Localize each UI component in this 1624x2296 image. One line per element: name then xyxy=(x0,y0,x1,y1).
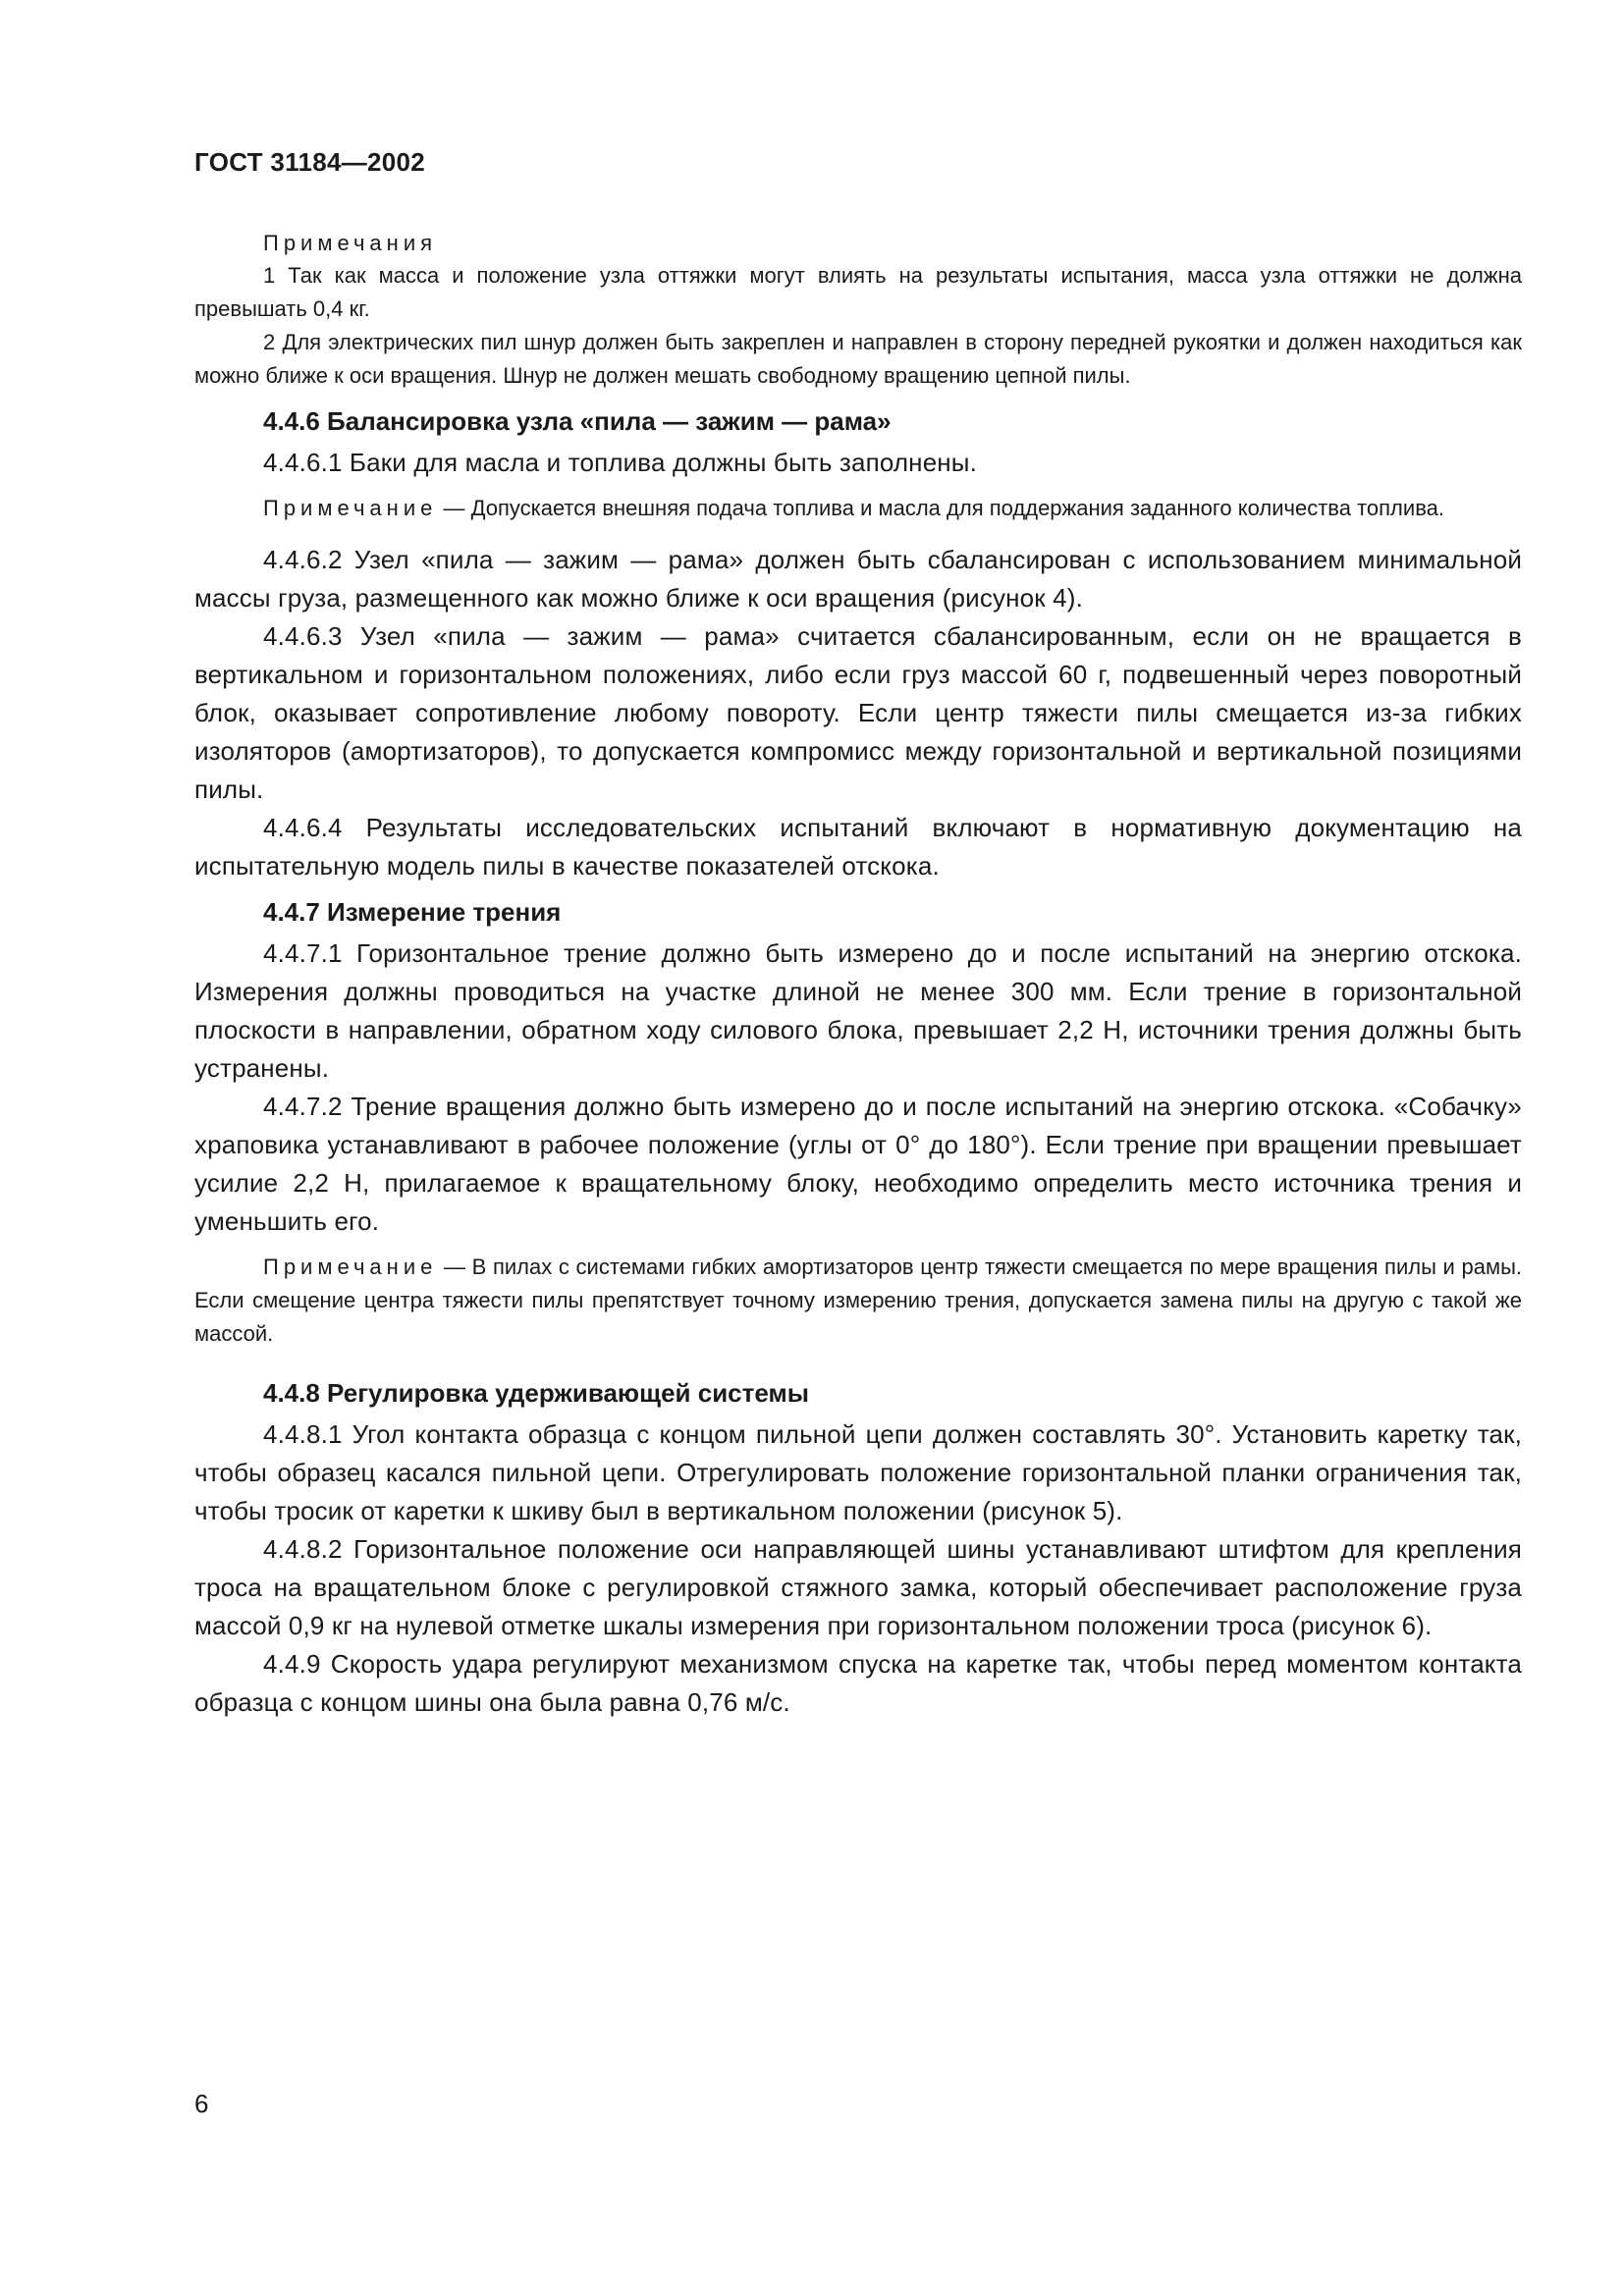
paragraph-4-4-7-1: 4.4.7.1 Горизонтальное трение должно быть измерено до и после испытаний на энергию отскока. Измерения должны проводиться на участке длиной не менее 300 мм. Если трение в горизонтальной плоскости в направлении, обратном ходу силового блока, превышает 2,2 Н, источники трения должны быть устранены. xyxy=(194,938,1522,1083)
paragraph-4-4-8-2: 4.4.8.2 Горизонтальное положение оси направляющей шины устанавливают штифтом для крепления троса на вращательном блоке с регулировкой стяжного замка, который обеспечивает расположение груза массой 0,9 кг на нулевой отметке шкалы измерения при горизонтальном положении троса (рисунок 6). xyxy=(194,1534,1522,1640)
note-label: Примечание xyxy=(263,496,438,520)
note-4-4-6 xyxy=(194,492,1522,525)
paragraph-4-4-6-2: 4.4.6.2 Узел «пила — зажим — рама» должен быть сбалансирован с использованием минимальной массы груза, размещенного как можно ближе к оси вращения (рисунок 4). xyxy=(194,545,1522,613)
note-label: Примечание xyxy=(263,1255,438,1279)
paragraph-4-4-6-1: 4.4.6.1 Баки для масла и топлива должны быть заполнены. xyxy=(263,448,978,477)
document-header: ГОСТ 31184—2002 xyxy=(194,147,426,177)
note-4-4-7 xyxy=(194,1251,1522,1351)
note-item-2: 2 Для электрических пил шнур должен быть закреплен и направлен в сторону передней рукоятки и должен находиться как можно ближе к оси вращения. Шнур не должен мешать свободному вращению цепной пилы. xyxy=(194,330,1522,388)
paragraph-4-4-8-1: 4.4.8.1 Угол контакта образца с концом пильной цепи должен составлять 30°. Установить каретку так, чтобы образец касался пильной цепи. Отрегулировать положение горизонтальной планки ограничения так, чтобы тросик от каретки к шкиву был в вертикальном положении (рисунок 5). xyxy=(194,1419,1522,1525)
paragraph-4-4-9: 4.4.9 Скорость удара регулируют механизмом спуска на каретке так, чтобы перед моментом контакта образца с концом шины она была равна 0,76 м/с. xyxy=(194,1649,1522,1717)
section-heading-4-4-8: 4.4.8 Регулировка удерживающей системы xyxy=(263,1378,809,1408)
document-body xyxy=(194,222,1522,1722)
paragraph-4-4-6-3: 4.4.6.3 Узел «пила — зажим — рама» считается сбалансированным, если он не вращается в вертикальном и горизонтальном положениях, либо если груз массой 60 г, подвешенный через поворотный блок, оказывает сопротивление любому повороту. Если центр тяжести пилы смещается из-за гибких изоляторов (амортизаторов), то допускается компромисс между горизонтальной и вертикальной позициями пилы. xyxy=(194,621,1522,804)
paragraph-4-4-6-4: 4.4.6.4 Результаты исследовательских испытаний включают в нормативную документацию на испытательную модель пилы в качестве показателей отскока. xyxy=(194,813,1522,881)
section-heading-4-4-6: 4.4.6 Балансировка узла «пила — зажим — рама» xyxy=(263,406,892,436)
note-text: — В пилах с системами гибких амортизаторов центр тяжести смещается по мере вращения пилы и рамы. Если смещение центра тяжести пилы препятствует точному измерению трения, допускается замена пилы на другую с такой же массой. xyxy=(194,1255,1522,1346)
section-heading-4-4-7: 4.4.7 Измерение трения xyxy=(263,897,562,927)
notes-title: Примечания xyxy=(263,231,438,255)
note-text: — Допускается внешняя подача топлива и масла для поддержания заданного количества топлива. xyxy=(437,496,1444,520)
notes-top xyxy=(194,228,1522,393)
note-item-1: 1 Так как масса и положение узла оттяжки могут влиять на результаты испытания, масса узла оттяжки не должна превышать 0,4 кг. xyxy=(194,263,1522,321)
paragraph-4-4-7-2: 4.4.7.2 Трение вращения должно быть измерено до и после испытаний на энергию отскока. «Собачку» храповика устанавливают в рабочее положение (углы от 0° до 180°). Если трение при вращении превышает усилие 2,2 Н, прилагаемое к вращательному блоку, необходимо определить место источника трения и уменьшить его. xyxy=(194,1092,1522,1236)
page-number: 6 xyxy=(194,2089,209,2118)
